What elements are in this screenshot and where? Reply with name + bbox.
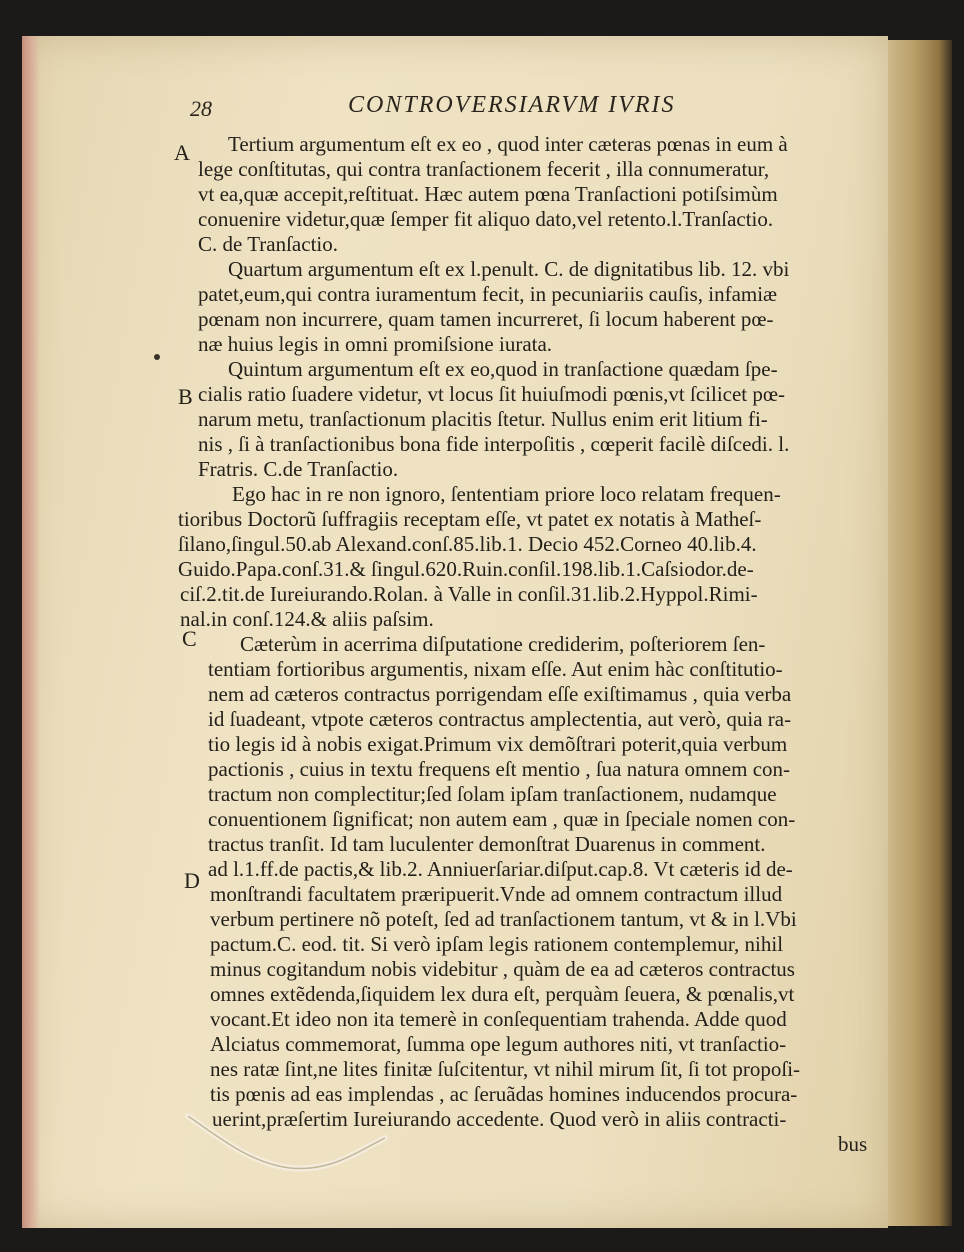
text-line: lege conſtitutas, qui contra tranſactionem fecerit , illa connumeratur, (198, 157, 770, 181)
text-line: Tertium argumentum eſt ex eo , quod inter cæteras pœnas in eum à (228, 132, 788, 156)
text-line: næ huius legis in omni promiſsione iurata. (198, 332, 553, 356)
text-line: C. de Tranſactio. (198, 232, 338, 256)
text-line: ad l.1.ff.de pactis,& lib.2. Anniuerſariar.diſput.cap.8. Vt cæteris id de- (208, 857, 793, 881)
text-line: Quintum argumentum eſt ex eo,quod in tranſactione quædam ſpe- (228, 357, 778, 381)
page-gutter (22, 36, 40, 1228)
text-line: nes ratæ ſint,ne lites finitæ ſuſcitentur, vt nihil mirum ſit, ſi tot propoſi- (210, 1057, 801, 1081)
margin-marker-d: D (184, 868, 200, 893)
thread-stain (180, 1108, 410, 1178)
text-line: Guido.Papa.conſ.31.& ſingul.620.Ruin.conſil.198.lib.1.Caſsiodor.de- (178, 557, 754, 581)
text-line: vt ea,quæ accepit,reſtituat. Hæc autem pœna Tranſactioni potiſsimùm (198, 182, 778, 206)
text-line: conuenire videtur,quæ ſemper fit aliquo dato,vel retento.l.Tranſactio. (198, 207, 774, 231)
text-line: Fratris. C.de Tranſactio. (198, 457, 399, 481)
text-line: pœnam non incurrere, quam tamen incurreret, ſi locum haberent pœ- (198, 307, 774, 331)
text-line: monſtrandi facultatem præripuerit.Vnde ad omnem contractum illud (210, 882, 783, 906)
text-line: cialis ratio ſuadere videtur, vt locus ſit huiuſmodi pœnis,vt ſcilicet pœ- (198, 382, 786, 406)
text-line: vocant.Et ideo non ita temerè in conſequentiam trahenda. Adde quod (210, 1007, 787, 1031)
text-line: pactionis , cuius in textu frequens eſt mentio , ſua natura omnem con- (208, 757, 791, 781)
text-line: ciſ.2.tit.de Iureiurando.Rolan. à Valle in conſil.31.lib.2.Hyppol.Rimi- (180, 582, 758, 606)
text-line: verbum pertinere nõ poteſt, ſed ad tranſactionem tantum, vt & in l.Vbi (210, 907, 797, 931)
text-line: omnes extẽdenda,ſiquidem lex dura eſt, perquàm ſeuera, & pœnalis,vt (210, 982, 795, 1006)
text-line: nis , ſi à tranſactionibus bona fide interpoſitis , cœperit facilè diſcedi. l. (198, 432, 790, 456)
text-line: nal.in conſ.124.& aliis paſsim. (180, 607, 434, 631)
text-line: id ſuadeant, vtpote cæteros contractus amplectentia, aut verò, quia ra- (208, 707, 792, 731)
text-line: nem ad cæteros contractus porrigendam eſſe exiſtimamus , quia verba (208, 682, 792, 706)
text-line: pactum.C. eod. tit. Si verò ipſam legis rationem contemplemur, nihil (210, 932, 784, 956)
text-line: Cæterùm in acerrima diſputatione crediderim, poſteriorem ſen- (240, 632, 766, 656)
text-line: narum metu, tranſactionum placitis ſtetur. Nullus enim erit litium fi- (198, 407, 768, 431)
page-edge (888, 40, 952, 1226)
margin-marker-a: A (174, 140, 190, 165)
margin-marker-b: B (178, 384, 193, 409)
text-line: uerint,præſertim Iureiurando accedente. Quod verò in aliis contracti- (212, 1107, 787, 1131)
text-line: Ego hac in re non ignoro, ſententiam priore loco relatam frequen- (232, 482, 781, 506)
catchword: bus (838, 1132, 868, 1156)
text-line: patet,eum,qui contra iuramentum fecit, in pecuniariis cauſis, infamiæ (198, 282, 778, 306)
margin-dot (154, 354, 160, 360)
text-line: ſilano,ſingul.50.ab Alexand.conſ.85.lib.1. Decio 452.Corneo 40.lib.4. (178, 532, 757, 556)
page-number: 28 (190, 96, 212, 121)
text-line: tis pœnis ad eas implendas , ac ſeruãdas homines inducendos procura- (210, 1082, 798, 1106)
text-line: tio legis id à nobis exigat.Primum vix demõſtrari poterit,quia verbum (208, 732, 788, 756)
text-line: tractum non complectitur;ſed ſolam ipſam tranſactionem, nudamque (208, 782, 777, 806)
text-line: conuentionem ſignificat; non autem eam , quæ in ſpeciale nomen con- (208, 807, 796, 831)
running-title: CONTROVERSIARVM IVRIS (348, 92, 676, 118)
text-line: minus cogitandum nobis videbitur , quàm de ea ad cæteros contractus (210, 957, 795, 981)
margin-marker-c: C (182, 626, 197, 651)
text-line: tentiam fortioribus argumentis, nixam eſſe. Aut enim hàc conſtitutio- (208, 657, 783, 681)
running-head (190, 92, 770, 132)
text-line: Alciatus commemorat, ſumma ope legum authores niti, vt tranſactio- (210, 1032, 787, 1056)
text-line: tioribus Doctorũ ſuffragiis receptam eſſe, vt patet ex notatis à Matheſ- (178, 507, 762, 531)
text-line: Quartum argumentum eſt ex l.penult. C. de dignitatibus lib. 12. vbi (228, 257, 790, 281)
text-line: tractus tranſit. Id tam luculenter demonſtrat Duarenus in comment. (208, 832, 766, 856)
